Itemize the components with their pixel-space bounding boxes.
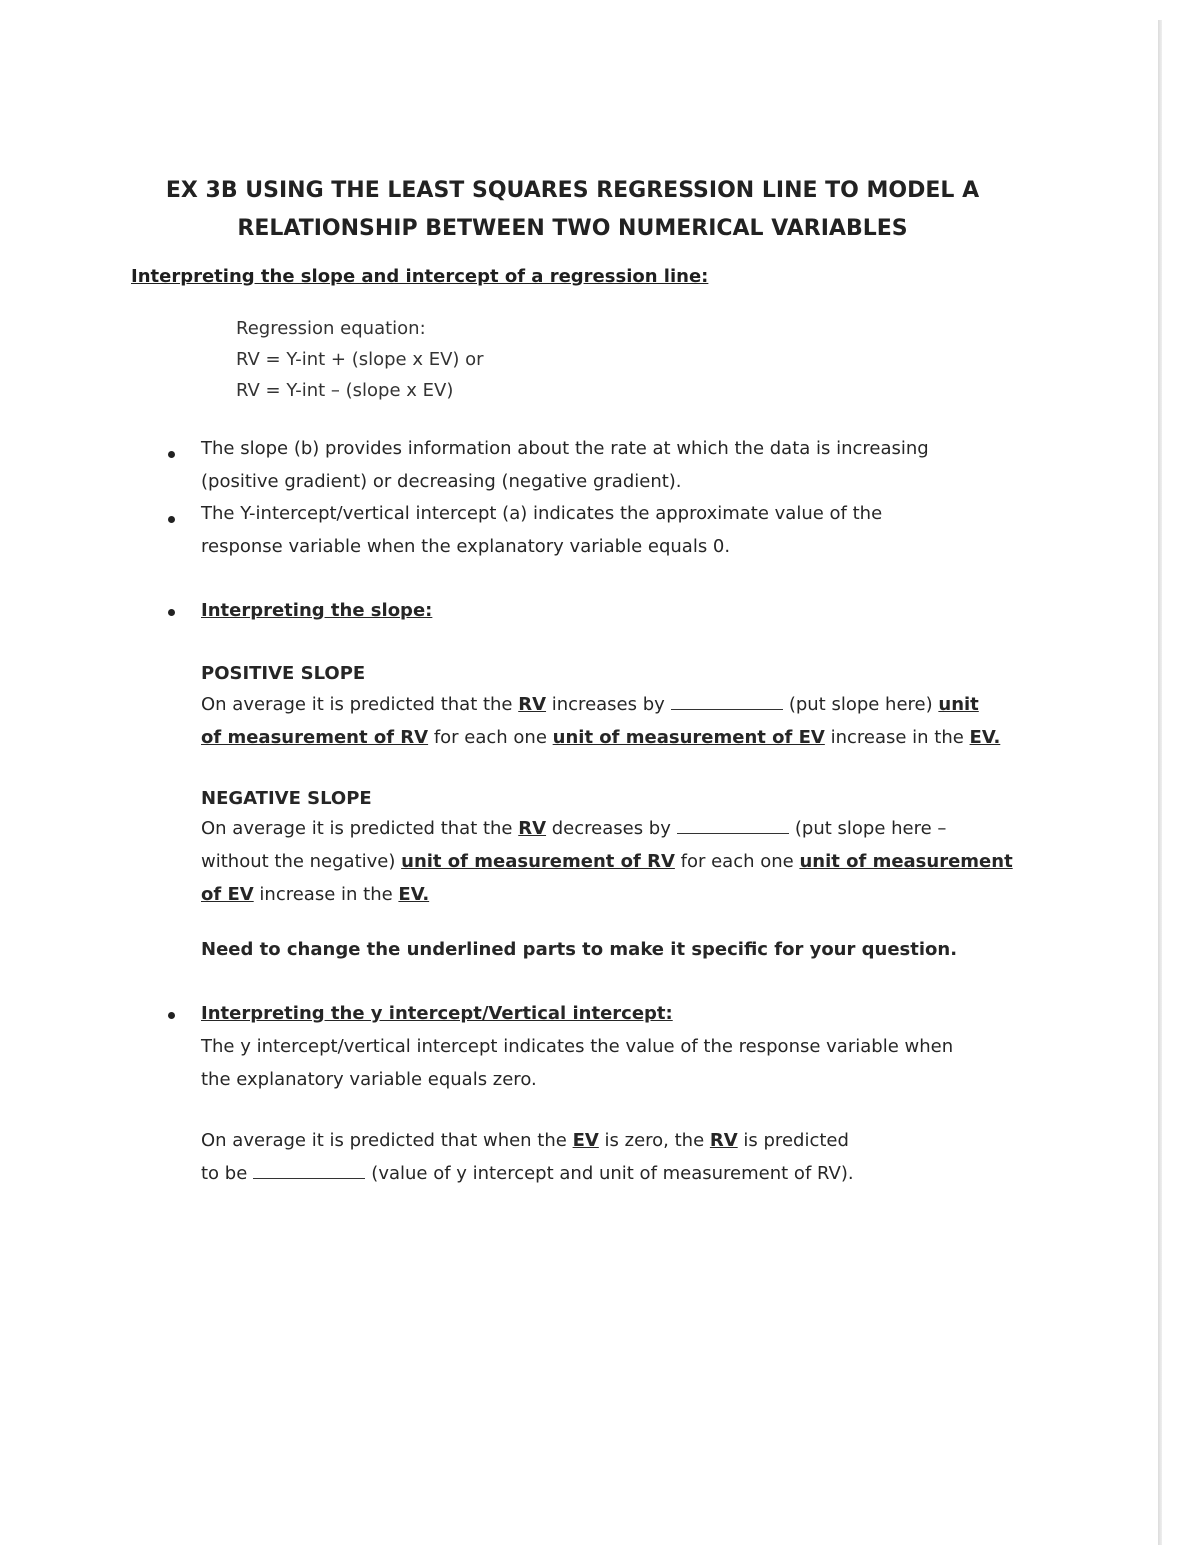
positive-slope-label: POSITIVE SLOPE: [201, 663, 366, 684]
slope-info-bullet: [201, 432, 1031, 498]
ev-underlined: EV.: [398, 884, 430, 905]
text: (put slope here –: [794, 818, 947, 839]
rv-underlined: RV: [518, 694, 547, 715]
text: is predicted: [737, 1130, 849, 1151]
scan-edge-shadow: [1158, 20, 1162, 1545]
answer-blank: [253, 1177, 365, 1179]
negative-slope-label: NEGATIVE SLOPE: [201, 788, 372, 809]
positive-slope-text: [201, 688, 1031, 754]
text: without the negative): [201, 851, 402, 872]
slope-info-line-1: The slope (b) provides information about the rate at which the data is increasing: [201, 438, 929, 459]
answer-blank: [677, 832, 789, 834]
unit-ev-underlined: of EV: [201, 884, 254, 905]
rv-underlined: RV: [518, 818, 547, 839]
intercept-description: [201, 1030, 1031, 1096]
ev-underlined: EV: [572, 1130, 599, 1151]
slope-heading: Interpreting the slope:: [201, 600, 433, 621]
negative-slope-text: [201, 812, 1031, 911]
text: is zero, the: [598, 1130, 710, 1151]
intercept-heading: Interpreting the y intercept/Vertical intercept:: [201, 1003, 673, 1024]
text: On average it is predicted that when the: [201, 1130, 573, 1151]
bullet-dot: [168, 516, 175, 523]
bullet-dot: [168, 609, 175, 616]
equation-label: Regression equation:: [236, 318, 426, 339]
text: increase in the: [253, 884, 399, 905]
unit-underlined: unit: [938, 694, 979, 715]
unit-ev-underlined: unit of measurement: [799, 851, 1013, 872]
intercept-description-line-1: The y intercept/vertical intercept indicates the value of the response variable when: [201, 1036, 954, 1057]
answer-blank: [671, 708, 783, 710]
intercept-info-line-1: The Y-intercept/vertical intercept (a) indicates the approximate value of the: [201, 503, 883, 524]
text: (put slope here): [788, 694, 939, 715]
equation-2: RV = Y-int – (slope x EV): [236, 380, 454, 401]
slope-info-line-2: (positive gradient) or decreasing (negative gradient).: [201, 471, 682, 492]
bullet-dot: [168, 1012, 175, 1019]
unit-rv-underlined: of measurement of RV: [201, 727, 429, 748]
text: (value of y intercept and unit of measurement of RV).: [371, 1163, 854, 1184]
text: increase in the: [824, 727, 970, 748]
text: to be: [201, 1163, 248, 1184]
intercept-info-bullet: [201, 497, 1031, 563]
bullet-dot: [168, 451, 175, 458]
title-line-2: RELATIONSHIP BETWEEN TWO NUMERICAL VARIABLES: [237, 216, 908, 241]
intercept-info-line-2: response variable when the explanatory variable equals 0.: [201, 536, 731, 557]
text: On average it is predicted that the: [201, 694, 519, 715]
text: On average it is predicted that the: [201, 818, 519, 839]
equation-1: RV = Y-int + (slope x EV) or: [236, 349, 484, 370]
page-title: [150, 172, 995, 248]
rv-underlined: RV: [709, 1130, 738, 1151]
text: for each one: [428, 727, 553, 748]
ev-underlined: EV.: [969, 727, 1001, 748]
text: increases by: [546, 694, 665, 715]
intercept-sentence: [201, 1124, 1031, 1190]
text: decreases by: [546, 818, 671, 839]
unit-rv-underlined: unit of measurement of RV: [401, 851, 675, 872]
unit-ev-underlined: unit of measurement of EV: [552, 727, 825, 748]
regression-equations: [236, 313, 484, 406]
section-heading: Interpreting the slope and intercept of a regression line:: [131, 266, 709, 287]
intercept-description-line-2: the explanatory variable equals zero.: [201, 1069, 537, 1090]
text: for each one: [674, 851, 800, 872]
underline-note: Need to change the underlined parts to make it specific for your question.: [201, 939, 958, 960]
title-line-1: EX 3B USING THE LEAST SQUARES REGRESSION LINE TO MODEL A: [165, 178, 980, 203]
